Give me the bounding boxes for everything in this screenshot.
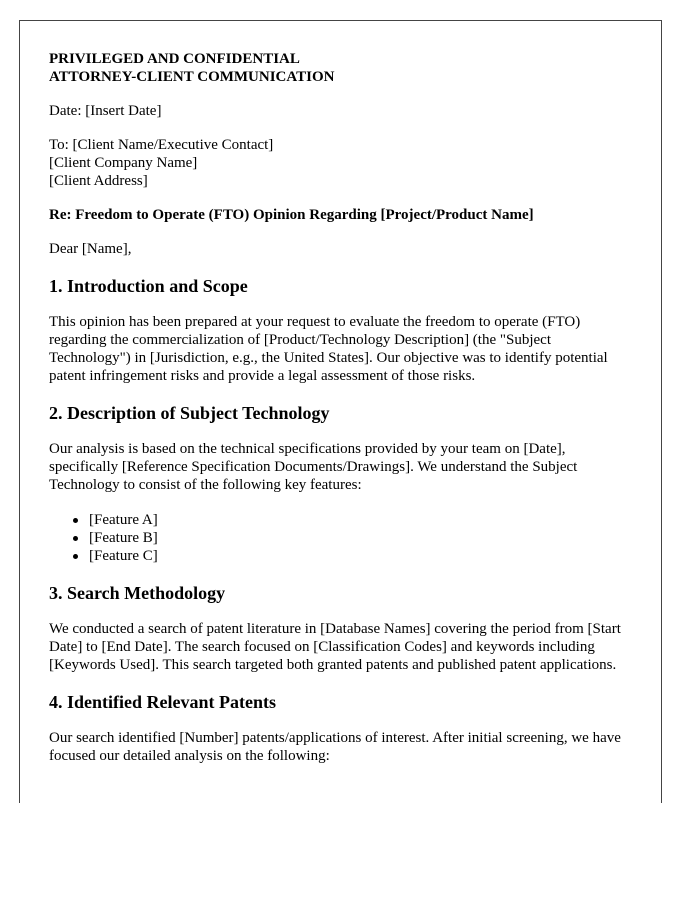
bullet-icon bbox=[73, 554, 78, 559]
section-heading-introduction: 1. Introduction and Scope bbox=[49, 276, 248, 296]
list-item bbox=[89, 511, 632, 529]
bullet-icon bbox=[73, 536, 78, 541]
feature-label: [Feature A] bbox=[89, 512, 158, 528]
section-heading-methodology: 3. Search Methodology bbox=[49, 583, 226, 603]
subject-line: Re: Freedom to Operate (FTO) Opinion Regarding [Project/Product Name] bbox=[49, 207, 534, 223]
recipient-line-2: [Client Company Name] bbox=[49, 155, 198, 171]
section-body-description: Our analysis is based on the technical specifications provided by your team on [Date], specifically [Reference Specification Documents/Drawings]. We understand the Subject Technology to consist of the following key features: bbox=[49, 441, 578, 493]
feature-label: [Feature C] bbox=[89, 548, 158, 564]
section-body-methodology: We conducted a search of patent literature in [Database Names] covering the period from [Start Date] to [End Date]. The search focused on [Classification Codes] and keywords including [Keywords Used]. This search targeted both granted patents and published patent applications. bbox=[49, 621, 621, 673]
header-line-1: PRIVILEGED AND CONFIDENTIAL bbox=[49, 51, 300, 67]
list-item bbox=[89, 547, 632, 565]
recipient-line-1: To: [Client Name/Executive Contact] bbox=[49, 137, 274, 153]
confidentiality-header bbox=[49, 50, 632, 86]
letter-page bbox=[19, 20, 662, 803]
recipient-block bbox=[49, 136, 632, 190]
recipient-line-3: [Client Address] bbox=[49, 173, 148, 189]
section-body-patents: Our search identified [Number] patents/applications of interest. After initial screening, we have focused our detailed analysis on the following: bbox=[49, 730, 621, 764]
feature-label: [Feature B] bbox=[89, 530, 158, 546]
list-item bbox=[89, 529, 632, 547]
header-line-2: ATTORNEY-CLIENT COMMUNICATION bbox=[49, 69, 335, 85]
salutation: Dear [Name], bbox=[49, 241, 132, 257]
letter-content bbox=[20, 21, 661, 765]
section-heading-patents: 4. Identified Relevant Patents bbox=[49, 692, 276, 712]
letter-date: Date: [Insert Date] bbox=[49, 103, 162, 119]
feature-list bbox=[49, 511, 632, 565]
section-heading-description: 2. Description of Subject Technology bbox=[49, 403, 330, 423]
bullet-icon bbox=[73, 518, 78, 523]
section-body-introduction: This opinion has been prepared at your request to evaluate the freedom to operate (FTO) regarding the commercialization of [Product/Technology Description] (the "Subject Technology") in [Jurisdiction, e.g., the United States]. Our objective was to identify potential patent infringement risks and provide a legal assessment of those risks. bbox=[49, 314, 608, 384]
